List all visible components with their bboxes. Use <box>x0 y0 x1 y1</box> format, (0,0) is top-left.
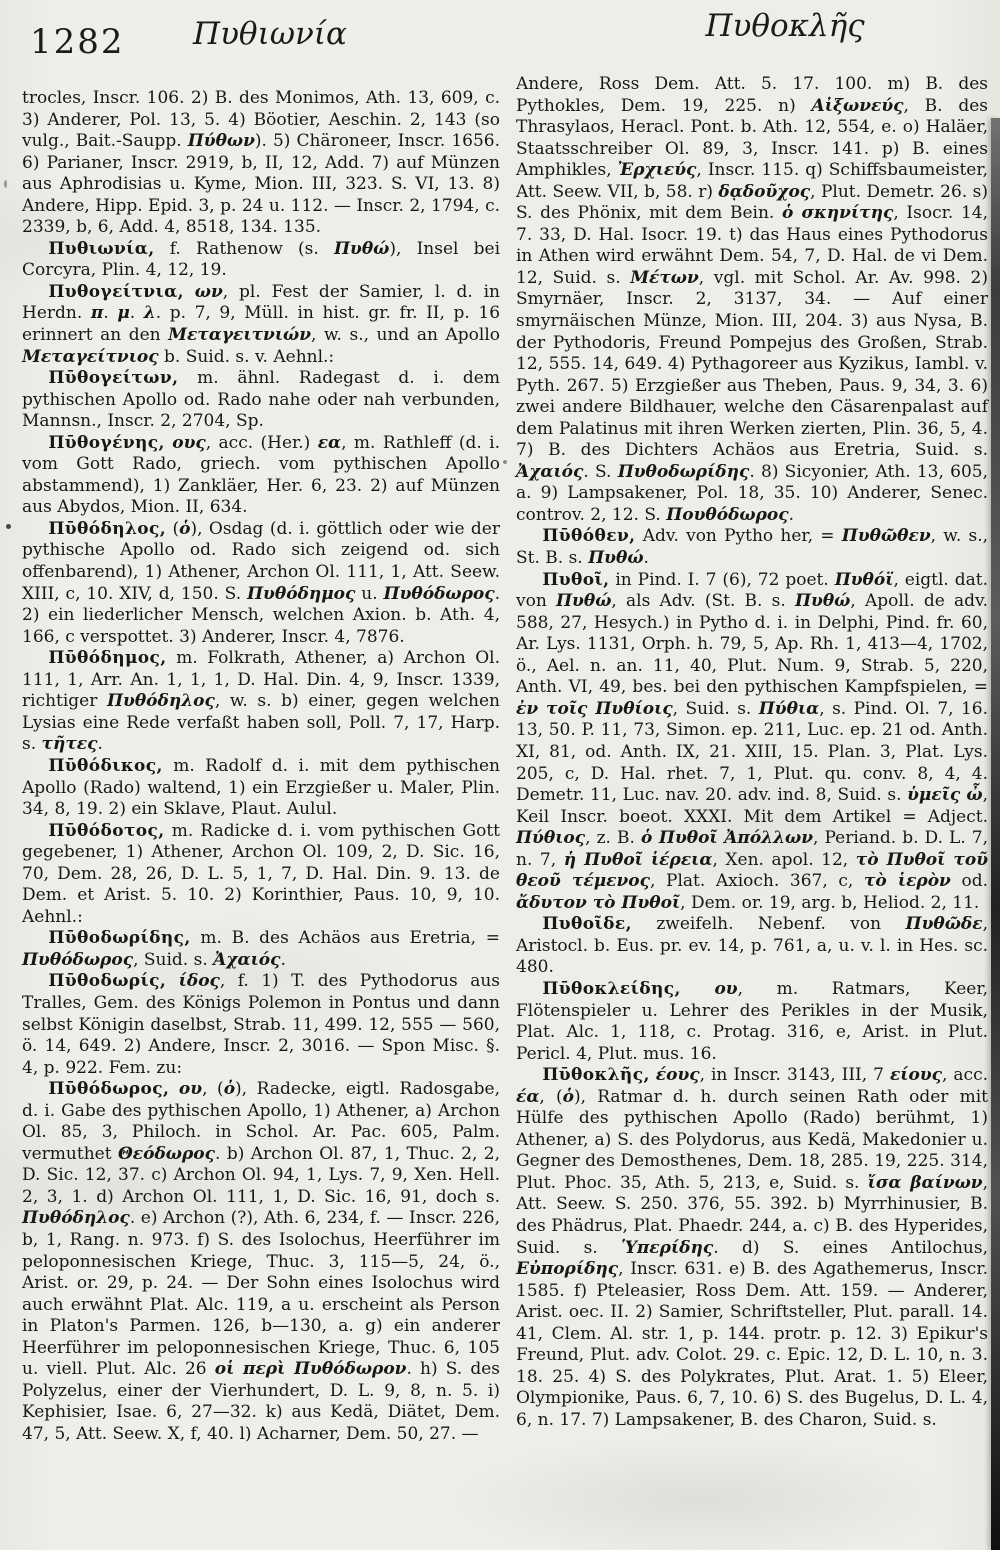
dictionary-entry: Πῡθοκλῆς, έους, in Inscr. 3143, III, 7 είους, acc. έα, (ὁ), Ratmar d. h. durch seinen Rath oder mit Hülfe des pythischen Apollo (Rado) berühmt, 1) Athener, a) S. des Polydorus, aus Kedä, Makedonier u. Gegner des Demosthenes, Dem. 18, 285. 19, 225. 314, Plut. Phoc. 35, Ath. 5, 213, e, Suid. s. ἴσα βαίνων, Att. Seew. S. 250. 376, 55. 392. b) Myrrhinusier, B. des Phädrus, Plat. Phaedr. 244, a. c) B. des Hyperides, Suid. s. Ὑπερίδης. d) S. eines Antilochus, Εὐπορίδης, Inscr. 631. e) B. des Agathemerus, Inscr. 1585. f) Pteleasier, Ross Dem. Att. 159. — Anderer, Arist. oec. II. 2) Samier, Schriftsteller, Plut. parall. 14. 41, Clem. Al. str. 1, p. 144. protr. p. 12. 3) Epikur's Freund, Plut. adv. Colot. 29. c. Epic. 12, D. L. 10, n. 3. 18. 25. 4) S. des Polykrates, Plut. Arat. 1. 5) Eleer, Olympionike, Paus. 6, 7, 10. 6) S. des Bugelus, D. L. 4, 6, n. 17. 7) Lampsakener, B. des Charon, Suid. s. <box>516 1065 989 1430</box>
dictionary-entry: Πυθοῖδε, zweifelh. Nebenf. von Πυθῶδε, Aristocl. b. Eus. pr. ev. 14, p. 761, a, u. v. l. in Hes. sc. 480. <box>516 914 988 978</box>
entry-lemma: Πυθοῖ, <box>542 569 610 590</box>
dictionary-entry: Πῡθόδηλος, (ὁ), Osdag (d. i. göttlich oder wie der pythische Apollo od. Rado sich zeigend od. sich offenbarend), 1) Athener, Archon Ol. 111, 1, Att. Seew. XIII, c, 10. XIV, d, 150. S. Πυθόδημος u. Πυθόδωρος. 2) ein liederlicher Mensch, welchen Axion. b. Ath. 4, 166, c verspottet. 3) Anderer, Inscr. 4, 7876. <box>22 518 500 647</box>
scan-speck <box>503 460 507 464</box>
entry-lemma: Πυθοῖδε, <box>542 914 632 935</box>
entry-lemma: Πυθογείτνια, <box>48 281 184 302</box>
dictionary-entry: Πῡθογένης, ους, acc. (Her.) εα, m. Rathleff (d. i. vom Gott Rado, griech. vom pythischen Apollo abstammend), 1) Zankläer, Her. 6, 23. 2) auf Münzen aus Abydos, Mion. II, 634. <box>22 432 501 518</box>
right-column <box>516 74 988 1534</box>
page-number: 1282 <box>30 22 125 62</box>
entry-lemma: Πῡθόθεν, <box>542 526 636 547</box>
entry-lemma: Πῡθογείτων, <box>48 368 179 389</box>
running-head-left: Πυθιωνία <box>193 16 347 52</box>
dictionary-entry: Πῡθοδωρίς, ίδος, f. 1) T. des Pythodorus aus Tralles, Gem. des Königs Polemon in Pontus und dann selbst Königin daselbst, Strab. 11, 499. 12, 555 — 560, ö. 14, 649. 2) Andere, Inscr. 2, 3016. — Spon Misc. §. 4, p. 922. Fem. zu: <box>22 971 501 1078</box>
dictionary-entry: Πῡθόδημος, m. Folkrath, Athener, a) Archon Ol. 111, 1, Arr. An. 1, 1, 1, D. Hal. Din. 4, 9, Inscr. 1339, richtiger Πυθόδηλος, w. s. b) einer, gegen welchen Lysias eine Rede verfaßt haben soll, Poll. 7, 17, Harp. s. τῆτες. <box>22 648 500 755</box>
dictionary-entry: Πυθιωνία, f. Rathenow (s. Πυθώ), Insel bei Corcyra, Plin. 4, 12, 19. <box>22 238 500 281</box>
entry-lemma: Πῡθοκλείδης, <box>542 978 681 999</box>
scan-edge-artifact <box>991 118 1000 1550</box>
running-head-right: Πυθοκλῆς <box>705 8 865 44</box>
scan-speck <box>6 524 11 529</box>
left-column <box>22 88 500 1528</box>
entry-lemma: Πῡθόδωρος, <box>48 1079 170 1100</box>
dictionary-entry: Πῡθόδωρος, ου, (ὁ), Radecke, eigtl. Radosgabe, d. i. Gabe des pythischen Apollo, 1) Athener, a) Archon Ol. 85, 3, Philoch. in Schol. Ar. Pac. 605, Palm. vermuthet Θεόδωρος. b) Archon Ol. 87, 1, Thuc. 2, 2, D. Sic. 12, 37. c) Archon Ol. 94, 1, Lys. 7, 9, Xen. Hell. 2, 3, 1. d) Archon Ol. 111, 1, D. Sic. 16, 91, doch s. Πυθόδηλος. e) Archon (?), Ath. 6, 234, f. — Inscr. 226, b, 1, Rang. n. 973. f) S. des Isolochus, Heerführer im peloponnesischen Kriege, Thuc. 3, 115—5, 24, ö., Arist. or. 29, p. 24. — Der Sohn eines Isolochus wird auch erwähnt Plat. Alc. 119, a u. erscheint als Person in Platon's Parmen. 126, b—130, a. g) ein anderer Heerführer im peloponnesischen Kriege, Thuc. 6, 105 u. viell. Plut. Alc. 26 οἱ περὶ Πυθόδωρον. h) S. des Polyzelus, einer der Vierhundert, D. L. 9, 8, n. 5. i) Kephisier, Isae. 6, 27—32. k) aus Kedä, Diätet, Dem. 47, 5, Att. Seew. X, f, 40. l) Acharner, Dem. 50, 27. — <box>22 1079 501 1444</box>
dictionary-entry: Πῡθόδικος, m. Radolf d. i. mit dem pythischen Apollo (Rado) waltend, 1) ein Erzgießer u. Maler, Plin. 34, 8, 19. 2) ein Sklave, Plaut. Aulul. <box>22 755 500 820</box>
entry-lemma: Πῡθόδημος, <box>48 648 167 669</box>
dictionary-entry: Πῡθοδωρίδης, m. B. des Achäos aus Eretria, = Πυθόδωρος, Suid. s. Ἀχαιός. <box>22 928 500 970</box>
entry-lemma: Πῡθόδοτος, <box>48 820 165 841</box>
dictionary-entry: Πυθοῖ, in Pind. I. 7 (6), 72 poet. Πυθόϊ, eigtl. dat. von Πυθώ, als Adv. (St. B. s. Πυθώ, Apoll. de adv. 588, 27, Hesych.) in Pytho d. i. in Delphi, Pind. fr. 60, Ar. Lys. 1131, Orph. h. 79, 5, Ap. Rh. 1, 413—4, 1702, ö., Ael. n. an. 11, 40, Plut. Num. 9, Strab. 5, 220, Anth. VI, 49, bes. bei den pythischen Kampfspielen, = ἐν τοῖς Πυθίοις, Suid. s. Πύθια, s. Pind. Ol. 7, 16. 13, 50. P. 11, 73, Simon. ep. 211, Luc. ep. 21 od. Anth. XI, 81, od. Anth. IX, 21. XIII, 15. Plan. 3, Plat. Lys. 205, c, D. Hal. rhet. 7, 1, Plut. qu. conv. 8, 4, 4. Demetr. 11, Luc. nav. 20. adv. ind. 8, Suid. s. ὑμεῖς ὦ, Keil Inscr. boeot. XXXI. Mit dem Artikel = Adject. Πύθιος, z. B. ὁ Πυθοῖ Ἀπόλλων, Periand. b. D. L. 7, n. 7, ἡ Πυθοῖ ἱέρεια, Xen. apol. 12, τὸ Πυθοῖ τοῦ θεοῦ τέμενος, Plat. Axioch. 367, c, τὸ ἱερὸν od. ἄδυτον τὸ Πυθοῖ, Dem. or. 19, arg. b, Heliod. 2, 11. <box>516 569 989 913</box>
continuation-paragraph: trocles, Inscr. 106. 2) B. des Monimos, Ath. 13, 609, c. 3) Anderer, Pol. 13, 5. 4) Böotier, Aeschin. 2, 143 (so vulg., Bait.-Saupp. Πύθων). 5) Chäroneer, Inscr. 1656. 6) Parianer, Inscr. 2919, b, II, 12, Add. 7) auf Münzen aus Aphrodisias u. Kyme, Mion. III, 323. S. VI, 13. 8) Andere, Hipp. Epid. 3, p. 24 u. 112. — Inscr. 2, 1794, c. 2339, b, 6, Add. 4, 8518, 134. 135. <box>22 88 500 238</box>
entry-lemma: Πῡθόδικος, <box>48 755 163 776</box>
entry-lemma: Πυθιωνία, <box>48 238 155 259</box>
dictionary-entry: Πῡθογείτων, m. ähnl. Radegast d. i. dem pythischen Apollo od. Rado nahe oder nah verbunden, Mannsn., Inscr. 2, 2704, Sp. <box>22 368 500 432</box>
dictionary-entry: Πῡθόδοτος, m. Radicke d. i. vom pythischen Gott gegebener, 1) Athener, Archon Ol. 109, 2, D. Sic. 16, 70, Dem. 28, 26, D. L. 5, 1, 7, D. Hal. Din. 9. 13. de Dem. et Arist. 5. 10. 2) Korinthier, Paus. 10, 9, 10. Aehnl.: <box>22 820 500 927</box>
entry-lemma: Πῡθόδηλος, <box>48 518 167 539</box>
continuation-paragraph: Andere, Ross Dem. Att. 5. 17. 100. m) B. des Pythokles, Dem. 19, 225. n) Αἰξωνεύς, B. des Thrasylaos, Heracl. Pont. b. Ath. 12, 554, e. o) Haläer, Staatsschreiber Ol. 89, 3, Inscr. 141. p) B. eines Amphikles, Ἐρχιεύς, Inscr. 115. q) Schiffsbaumeister, Att. Seew. VII, b, 58. r) δᾳδοῦχος, Plut. Demetr. 26. s) S. des Phönix, mit dem Bein. ὁ σκηνίτης, Isocr. 14, 7. 33, D. Hal. Isocr. 19. t) das Haus eines Pythodorus in Athen wird erwähnt Dem. 54, 7, D. Hal. de vi Dem. 12, Suid. s. Μέτων, vgl. mit Schol. Ar. Av. 998. 2) Smyrnäer, Inscr. 2, 3137, 34. — Auf einer smyrnäischen Münze, Mion. III, 204. 3) aus Nysa, B. der Pythodoris, Freund Pompejus des Großen, Strab. 12, 555. 14, 649. 4) Pythagoreer aus Kyzikus, Iambl. v. Pyth. 267. 5) Erzgießer aus Theben, Paus. 9, 34, 3. 6) zwei andere Bildhauer, welche den Cäsarenpalast auf dem Palatinus mit ihren Werken zierten, Plin. 36, 5, 4. 7) B. des Dichters Achäos aus Eretria, Suid. s. Ἀχαιός. S. Πυθοδωρίδης. 8) Sicyonier, Ath. 13, 605, a. 9) Lampsakener, Pol. 18, 35. 10) Anderer, Senec. controv. 2, 12. S. Πουθόδωρος. <box>516 74 988 525</box>
dictionary-entry: Πῡθοκλείδης, ου, m. Ratmars, Keer, Flötenspieler u. Lehrer des Perikles in der Musik, Plat. Alc. 1, 118, c. Protag. 316, e, Arist. in Plut. Pericl. 4, Plut. mus. 16. <box>516 978 988 1064</box>
entry-lemma: Πῡθοδωρίς, <box>48 971 167 992</box>
entry-lemma: Πῡθοδωρίδης, <box>48 928 191 949</box>
dictionary-entry: Πῡθόθεν, Adv. von Pytho her, = Πυθῶθεν, w. s., St. B. s. Πυθώ. <box>516 526 988 569</box>
dictionary-entry: Πυθογείτνια, ων, pl. Fest der Samier, l. d. in Herdn. π. μ. λ. p. 7, 9, Müll. in hist. gr. fr. II, p. 16 erinnert an den Μεταγειτνιών, w. s., und an Apollo Μεταγείτνιος b. Suid. s. v. Aehnl.: <box>22 281 501 367</box>
scan-speck <box>4 180 7 188</box>
entry-lemma: Πῡθοκλῆς, <box>542 1065 650 1086</box>
entry-lemma: Πῡθογένης, <box>48 432 165 453</box>
